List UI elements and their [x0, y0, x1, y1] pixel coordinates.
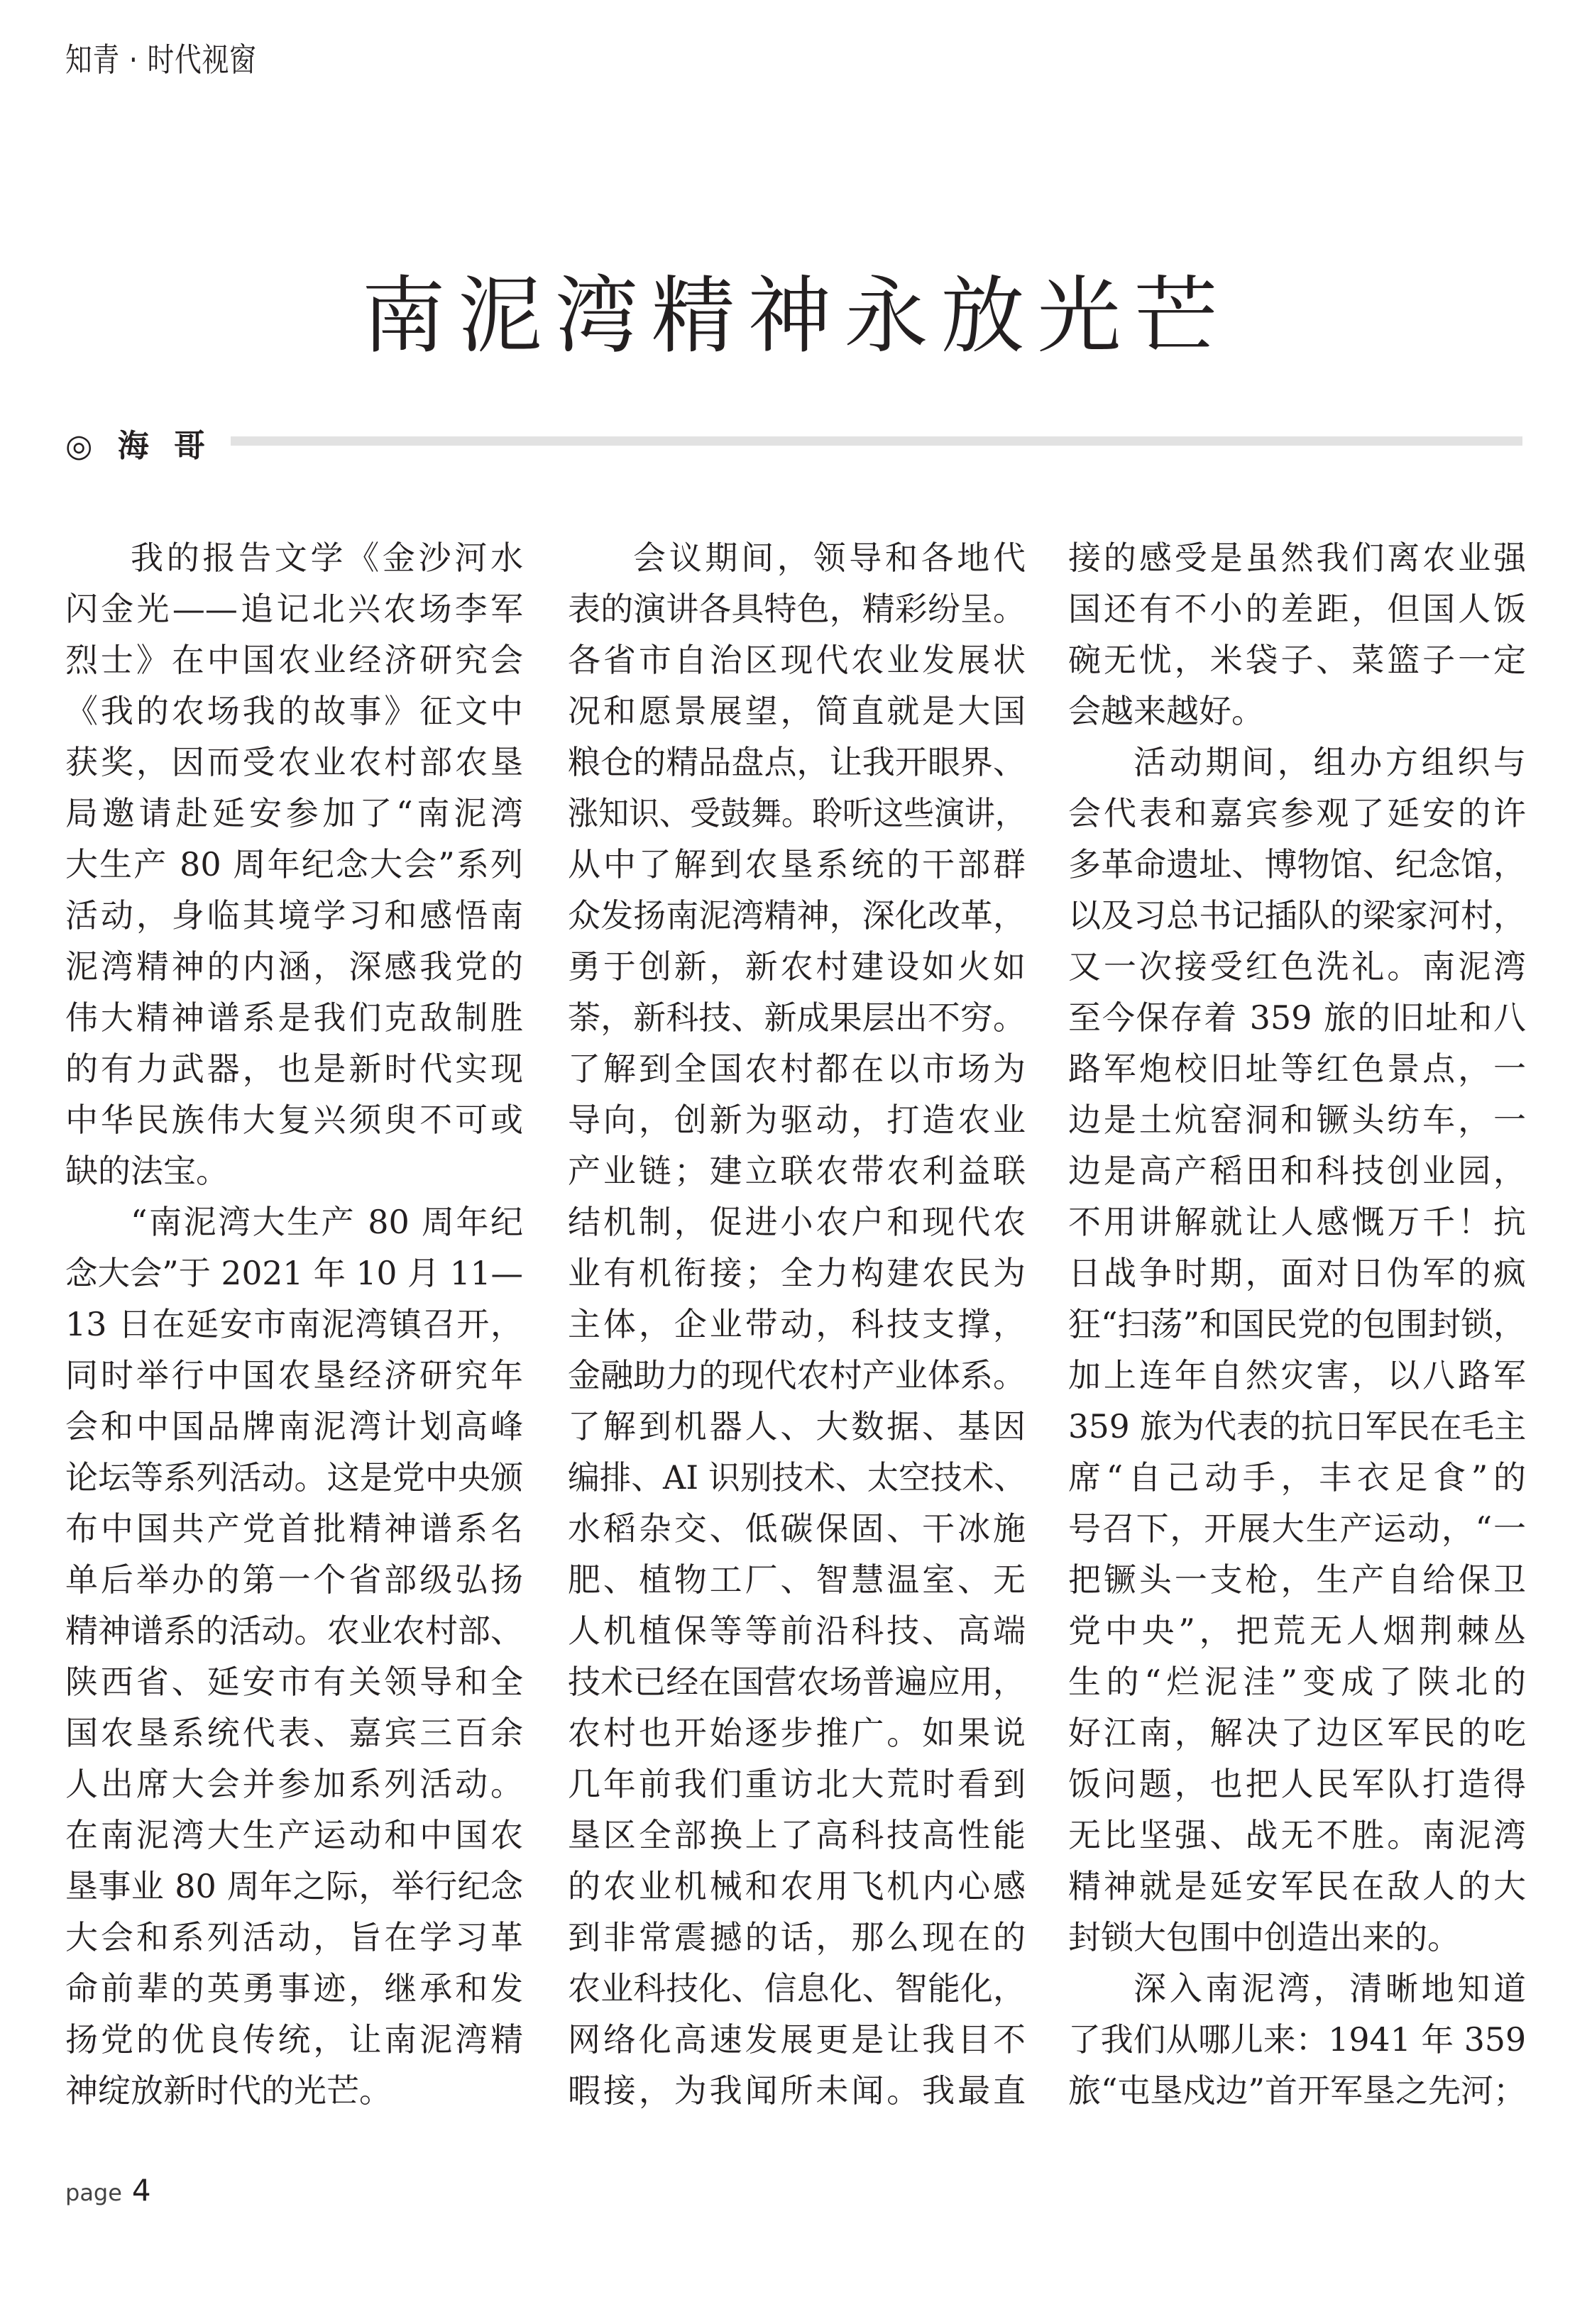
- article-author: ◎ 海 哥: [65, 428, 213, 464]
- paragraph-line: 人出席大会并参加系列活动。: [65, 1765, 523, 1803]
- page-footer: [65, 2173, 151, 2208]
- paragraph-line: 国还有不小的差距，但国人饭: [1068, 590, 1526, 628]
- paragraph-line: 路军炮校旧址等红色景点，一: [1068, 1050, 1526, 1088]
- paragraph-line: 况和愿景展望，简直就是大国: [568, 692, 1026, 730]
- paragraph-line: 命前辈的英勇事迹，继承和发: [65, 1969, 523, 2008]
- paragraph-line: 技术已经在国营农场普遍应用，: [568, 1663, 1026, 1701]
- paragraph-line: 金融助力的现代农村产业体系。: [568, 1356, 1026, 1394]
- paragraph-line: 涨知识、受鼓舞。聆听这些演讲，: [568, 794, 1026, 832]
- paragraph-line: 了解到全国农村都在以市场为: [568, 1050, 1026, 1088]
- paragraph-line: 饭问题，也把人民军队打造得: [1068, 1765, 1526, 1803]
- paragraph-line: 局邀请赴延安参加了“南泥湾: [65, 794, 523, 832]
- paragraph-line: 边是土炕窑洞和镢头纺车，一: [1068, 1101, 1526, 1139]
- paragraph-line: 从中了解到农垦系统的干部群: [568, 845, 1026, 883]
- paragraph-line: 表的演讲各具特色，精彩纷呈。: [568, 590, 1026, 628]
- paragraph-line: 伟大精神谱系是我们克敌制胜: [65, 998, 523, 1037]
- paragraph-line: 暇接，为我闻所未闻。我最直: [568, 2071, 1026, 2110]
- paragraph-line: 至今保存着 359 旅的旧址和八: [1068, 998, 1526, 1037]
- paragraph-line: 精神就是延安军民在敌人的大: [1068, 1867, 1526, 1905]
- paragraph-line: 会代表和嘉宾参观了延安的许: [1068, 794, 1526, 832]
- paragraph-line: 深入南泥湾，清晰地知道: [1133, 1969, 1526, 2008]
- paragraph-line: 布中国共产党首批精神谱系名: [65, 1509, 523, 1548]
- paragraph-line: 大生产 80 周年纪念大会”系列: [65, 845, 523, 883]
- paragraph-line: 同时举行中国农垦经济研究年: [65, 1356, 523, 1394]
- paragraph-line: 业有机衔接；全力构建农民为: [568, 1254, 1026, 1292]
- paragraph-line: 会议期间，领导和各地代: [633, 539, 1026, 577]
- paragraph-line: 水稻杂交、低碳保固、干冰施: [568, 1509, 1026, 1548]
- paragraph-line: 几年前我们重访北大荒时看到: [568, 1765, 1026, 1803]
- paragraph-line: 好江南，解决了边区军民的吃: [1068, 1714, 1526, 1752]
- paragraph-line: 网络化高速发展更是让我目不: [568, 2020, 1026, 2059]
- paragraph-line: 了解到机器人、大数据、基因: [568, 1407, 1026, 1445]
- paragraph-line: 获奖，因而受农业农村部农垦: [65, 743, 523, 781]
- paragraph-line: 缺的法宝。: [65, 1152, 229, 1190]
- paragraph-line: 论坛等系列活动。这是党中央颁: [65, 1458, 523, 1497]
- paragraph-line: 农业科技化、信息化、智能化，: [568, 1969, 1026, 2008]
- paragraph-line: 勇于创新，新农村建设如火如: [568, 947, 1026, 986]
- paragraph-line: 大会和系列活动，旨在学习革: [65, 1918, 523, 1956]
- paragraph-line: 荼，新科技、新成果层出不穷。: [568, 998, 1026, 1037]
- paragraph-line: 《我的农场我的故事》征文中: [65, 692, 523, 730]
- paragraph-line: 我的报告文学《金沙河水: [131, 539, 523, 577]
- paragraph-line: 各省市自治区现代农业发展状: [568, 641, 1026, 679]
- paragraph-line: 会和中国品牌南泥湾计划高峰: [65, 1407, 523, 1445]
- paragraph-line: 旅“屯垦戍边”首开军垦之先河；: [1068, 2071, 1527, 2110]
- paragraph-line: 导向，创新为驱动，打造农业: [568, 1101, 1026, 1139]
- paragraph-line: 无比坚强、战无不胜。南泥湾: [1068, 1816, 1526, 1854]
- paragraph-line: 在南泥湾大生产运动和中国农: [65, 1816, 523, 1854]
- paragraph-line: 会越来越好。: [1068, 692, 1264, 730]
- paragraph-line: 加上连年自然灾害，以八路军: [1068, 1356, 1526, 1394]
- paragraph-line: 主体，企业带动，科技支撑，: [568, 1305, 1026, 1343]
- paragraph-line: 垦区全部换上了高科技高性能: [568, 1816, 1026, 1854]
- paragraph-line: 神绽放新时代的光芒。: [65, 2071, 392, 2110]
- paragraph-line: 多革命遗址、博物馆、纪念馆，: [1068, 845, 1526, 883]
- text-column-3: [1068, 532, 1526, 2116]
- paragraph-line: 的农业机械和农用飞机内心感: [568, 1867, 1026, 1905]
- paragraph-line: 泥湾精神的内涵，深感我党的: [65, 947, 523, 986]
- page-label: page: [65, 2179, 122, 2206]
- paragraph-line: 烈士》在中国农业经济研究会: [65, 641, 523, 679]
- paragraph-line: 粮仓的精品盘点，让我开眼界、: [568, 743, 1026, 781]
- paragraph-line: 编排、AI 识别技术、太空技术、: [568, 1458, 1026, 1497]
- paragraph-line: 扬党的优良传统，让南泥湾精: [65, 2020, 523, 2059]
- paragraph-line: 号召下，开展大生产运动，“一: [1068, 1509, 1526, 1548]
- text-column-1: [65, 532, 523, 2116]
- paragraph-line: 闪金光——追记北兴农场李军: [65, 590, 523, 628]
- paragraph-line: 众发扬南泥湾精神，深化改革，: [568, 896, 1026, 935]
- page-number: 4: [131, 2173, 151, 2208]
- paragraph-line: 席“自己动手，丰衣足食”的: [1068, 1458, 1526, 1497]
- title-divider: [231, 436, 1522, 446]
- paragraph-line: 产业链；建立联农带农利益联: [568, 1152, 1026, 1190]
- paragraph-line: 359 旅为代表的抗日军民在毛主: [1068, 1407, 1527, 1445]
- paragraph-line: 碗无忧，米袋子、菜篮子一定: [1068, 641, 1526, 679]
- paragraph-line: 不用讲解就让人感慨万千！抗: [1068, 1203, 1526, 1241]
- text-column-2: [568, 532, 1026, 2116]
- paragraph-line: 陕西省、延安市有关领导和全: [65, 1663, 523, 1701]
- paragraph-line: 人机植保等等前沿科技、高端: [568, 1612, 1026, 1650]
- paragraph-line: 中华民族伟大复兴须臾不可或: [65, 1101, 523, 1139]
- paragraph-line: 结机制，促进小农户和现代农: [568, 1203, 1026, 1241]
- paragraph-line: 党中央”，把荒无人烟荆棘丛: [1068, 1612, 1526, 1650]
- paragraph-line: 国农垦系统代表、嘉宾三百余: [65, 1714, 523, 1752]
- paragraph-line: 生的“烂泥洼”变成了陕北的: [1068, 1663, 1526, 1701]
- article-title: 南泥湾精神永放光芒: [361, 267, 1231, 365]
- paragraph-line: 活动期间，组办方组织与: [1133, 743, 1526, 781]
- paragraph-line: 精神谱系的活动。农业农村部、: [65, 1612, 523, 1650]
- paragraph-line: 到非常震撼的话，那么现在的: [568, 1918, 1026, 1956]
- paragraph-line: 念大会”于 2021 年 10 月 11—: [65, 1254, 523, 1292]
- paragraph-line: 活动，身临其境学习和感悟南: [65, 896, 523, 935]
- paragraph-line: 以及习总书记插队的梁家河村，: [1068, 896, 1526, 935]
- paragraph-line: 狂“扫荡”和国民党的包围封锁，: [1068, 1305, 1527, 1343]
- paragraph-line: 边是高产稻田和科技创业园，: [1068, 1152, 1526, 1190]
- paragraph-line: 农村也开始逐步推广。如果说: [568, 1714, 1026, 1752]
- paragraph-line: 肥、植物工厂、智慧温室、无: [568, 1560, 1026, 1599]
- paragraph-line: 单后举办的第一个省部级弘扬: [65, 1560, 523, 1599]
- paragraph-line: 封锁大包围中创造出来的。: [1068, 1918, 1460, 1956]
- paragraph-line: “南泥湾大生产 80 周年纪: [131, 1203, 523, 1241]
- paragraph-line: 垦事业 80 周年之际，举行纪念: [65, 1867, 523, 1905]
- paragraph-line: 把镢头一支枪，生产自给保卫: [1068, 1560, 1526, 1599]
- paragraph-line: 接的感受是虽然我们离农业强: [1068, 539, 1526, 577]
- section-header: 知青 · 时代视窗: [65, 40, 257, 79]
- paragraph-line: 又一次接受红色洗礼。南泥湾: [1068, 947, 1526, 986]
- paragraph-line: 了我们从哪儿来：1941 年 359: [1068, 2020, 1527, 2059]
- paragraph-line: 的有力武器，也是新时代实现: [65, 1050, 523, 1088]
- paragraph-line: 日战争时期，面对日伪军的疯: [1068, 1254, 1526, 1292]
- paragraph-line: 13 日在延安市南泥湾镇召开，: [65, 1305, 523, 1343]
